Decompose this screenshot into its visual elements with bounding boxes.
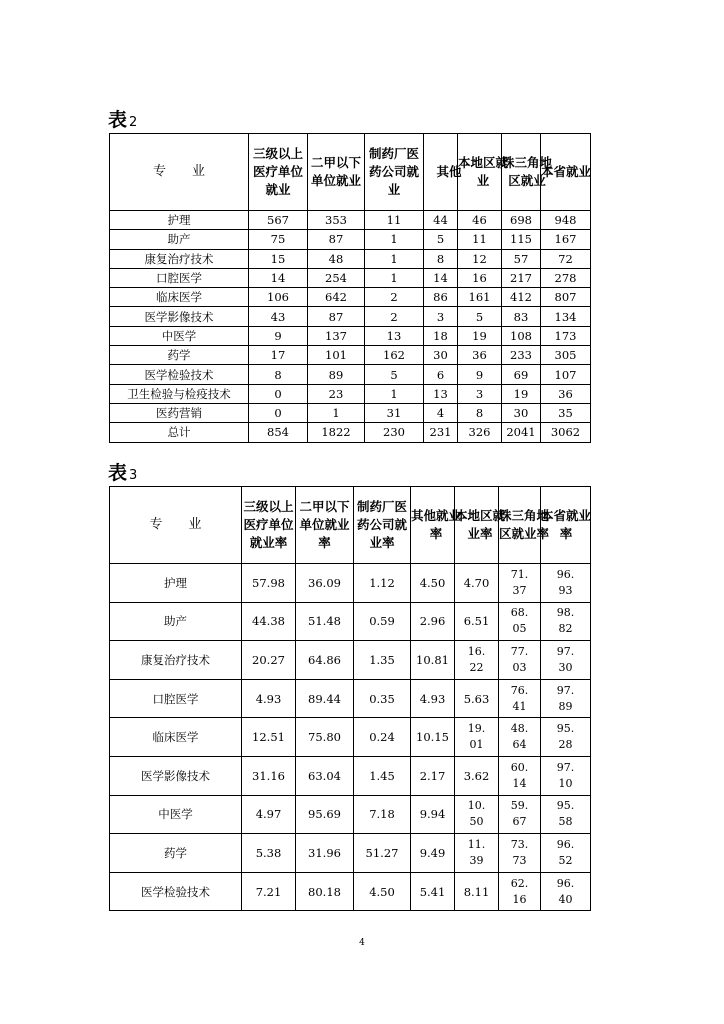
table2-caption: 表 2 bbox=[108, 109, 138, 131]
value-cell: 161 bbox=[458, 288, 502, 307]
value-cell: 9.49 bbox=[411, 834, 455, 873]
value-cell: 75 bbox=[249, 230, 308, 249]
value-cell bbox=[455, 641, 499, 680]
value-cell: 5.38 bbox=[242, 834, 296, 873]
value-cell: 101 bbox=[308, 346, 365, 365]
value-cell bbox=[541, 795, 591, 834]
table2-header-cell bbox=[424, 134, 462, 211]
row-label-cell: 助产 bbox=[110, 602, 242, 641]
header-text: 本省就业 bbox=[541, 164, 592, 179]
value-cell: 10.15 bbox=[411, 718, 455, 757]
value-cell: 5 bbox=[365, 365, 424, 384]
value-text: 97.10 bbox=[556, 760, 575, 790]
table-row bbox=[110, 718, 591, 757]
value-cell: 4.97 bbox=[242, 795, 296, 834]
table-row bbox=[110, 834, 591, 873]
value-cell: 48 bbox=[308, 249, 365, 268]
value-cell: 44 bbox=[424, 211, 458, 230]
value-cell: 12 bbox=[458, 249, 502, 268]
table-row bbox=[110, 602, 591, 641]
value-cell: 412 bbox=[502, 288, 541, 307]
value-cell: 9 bbox=[249, 326, 308, 345]
row-label-cell: 医学影像技术 bbox=[110, 307, 249, 326]
value-cell: 7.18 bbox=[354, 795, 411, 834]
value-cell: 5.41 bbox=[411, 872, 455, 911]
value-cell: 64.86 bbox=[296, 641, 354, 680]
value-text: 16.22 bbox=[467, 644, 486, 674]
value-cell bbox=[541, 718, 591, 757]
value-cell bbox=[541, 756, 591, 795]
header-text: 其他 bbox=[436, 164, 462, 179]
value-cell: 13 bbox=[424, 384, 458, 403]
value-cell: 567 bbox=[249, 211, 308, 230]
value-cell: 167 bbox=[541, 230, 591, 249]
value-cell bbox=[541, 641, 591, 680]
table3-header-cell bbox=[296, 487, 354, 564]
value-cell: 353 bbox=[308, 211, 365, 230]
header-text: 制药厂医药公司就业 bbox=[369, 146, 420, 197]
table-row bbox=[110, 384, 591, 403]
value-cell: 1 bbox=[365, 384, 424, 403]
table2-header-cell bbox=[365, 134, 424, 211]
table3-header-row bbox=[110, 487, 591, 564]
value-cell: 11 bbox=[365, 211, 424, 230]
value-text: 98.82 bbox=[556, 606, 575, 636]
value-cell bbox=[499, 834, 541, 873]
value-cell: 106 bbox=[249, 288, 308, 307]
value-cell bbox=[499, 718, 541, 757]
value-cell: 30 bbox=[502, 403, 541, 422]
value-cell: 23 bbox=[308, 384, 365, 403]
value-cell: 30 bbox=[424, 346, 458, 365]
header-text: 其他就业率 bbox=[411, 508, 462, 541]
value-cell bbox=[455, 718, 499, 757]
table2 bbox=[109, 133, 591, 443]
value-cell: 69 bbox=[502, 365, 541, 384]
value-text: 96.93 bbox=[556, 567, 575, 597]
value-text: 77.03 bbox=[510, 644, 529, 674]
value-cell bbox=[499, 872, 541, 911]
table3-header-cell bbox=[541, 487, 591, 564]
table-row bbox=[110, 872, 591, 911]
value-cell: 4.93 bbox=[411, 679, 455, 718]
table-row bbox=[110, 641, 591, 680]
value-cell: 254 bbox=[308, 268, 365, 287]
value-cell: 1.45 bbox=[354, 756, 411, 795]
page-number: 4 bbox=[359, 938, 365, 948]
header-text: 三级以上医疗单位就业 bbox=[253, 146, 304, 197]
value-cell: 9.94 bbox=[411, 795, 455, 834]
value-cell: 0.35 bbox=[354, 679, 411, 718]
value-cell bbox=[499, 679, 541, 718]
value-cell bbox=[541, 872, 591, 911]
value-cell: 3 bbox=[424, 307, 458, 326]
value-cell: 1 bbox=[365, 268, 424, 287]
row-label-cell: 药学 bbox=[110, 834, 242, 873]
value-cell: 231 bbox=[424, 423, 458, 442]
value-cell: 948 bbox=[541, 211, 591, 230]
value-text: 95.28 bbox=[556, 722, 575, 752]
row-label-cell: 医药营销 bbox=[110, 403, 249, 422]
row-label-cell: 护理 bbox=[110, 211, 249, 230]
header-text: 制药厂医药公司就业率 bbox=[357, 499, 408, 550]
value-cell bbox=[455, 795, 499, 834]
value-cell bbox=[455, 834, 499, 873]
value-cell: 72 bbox=[541, 249, 591, 268]
value-cell: 2 bbox=[365, 307, 424, 326]
value-cell: 233 bbox=[502, 346, 541, 365]
value-cell: 51.48 bbox=[296, 602, 354, 641]
row-label-cell: 中医学 bbox=[110, 795, 242, 834]
value-cell: 87 bbox=[308, 230, 365, 249]
table3-header-cell: 专 业 bbox=[110, 487, 242, 564]
value-cell: 1 bbox=[365, 230, 424, 249]
table3-header-cell bbox=[455, 487, 506, 564]
value-cell: 5 bbox=[424, 230, 458, 249]
header-text: 二甲以下单位就业 bbox=[311, 155, 362, 188]
header-text: 二甲以下单位就业率 bbox=[299, 499, 350, 550]
value-cell: 31.96 bbox=[296, 834, 354, 873]
value-cell bbox=[499, 641, 541, 680]
value-cell: 2 bbox=[365, 288, 424, 307]
row-label-cell: 药学 bbox=[110, 346, 249, 365]
value-cell: 36.09 bbox=[296, 564, 354, 603]
value-cell bbox=[541, 679, 591, 718]
value-cell: 35 bbox=[541, 403, 591, 422]
value-cell: 14 bbox=[424, 268, 458, 287]
table-row bbox=[110, 326, 591, 345]
header-text: 珠三角地区就业率 bbox=[499, 508, 550, 541]
value-cell: 0.24 bbox=[354, 718, 411, 757]
table-row bbox=[110, 756, 591, 795]
table3-caption: 表 3 bbox=[108, 462, 138, 484]
value-cell: 19 bbox=[458, 326, 502, 345]
table-row bbox=[110, 795, 591, 834]
value-cell: 278 bbox=[541, 268, 591, 287]
table2-header-cell bbox=[249, 134, 308, 211]
table-row bbox=[110, 211, 591, 230]
value-cell: 1.12 bbox=[354, 564, 411, 603]
value-cell: 5 bbox=[458, 307, 502, 326]
header-text: 本省就业率 bbox=[541, 508, 592, 541]
value-text: 60.14 bbox=[510, 760, 529, 790]
value-cell: 2041 bbox=[502, 423, 541, 442]
value-cell: 0 bbox=[249, 403, 308, 422]
row-label-cell: 康复治疗技术 bbox=[110, 249, 249, 268]
value-cell: 6.51 bbox=[455, 602, 499, 641]
value-text: 97.89 bbox=[556, 683, 575, 713]
table2-header-row bbox=[110, 134, 591, 211]
value-cell bbox=[499, 756, 541, 795]
value-cell: 3 bbox=[458, 384, 502, 403]
value-cell: 6 bbox=[424, 365, 458, 384]
value-cell: 36 bbox=[458, 346, 502, 365]
table2-header-cell: 专 业 bbox=[110, 134, 249, 211]
value-text: 76.41 bbox=[510, 683, 529, 713]
value-cell: 230 bbox=[365, 423, 424, 442]
value-cell: 43 bbox=[249, 307, 308, 326]
value-cell: 18 bbox=[424, 326, 458, 345]
row-label-cell: 口腔医学 bbox=[110, 679, 242, 718]
value-cell: 5.63 bbox=[455, 679, 499, 718]
table-row bbox=[110, 288, 591, 307]
value-cell: 89 bbox=[308, 365, 365, 384]
value-cell bbox=[541, 564, 591, 603]
value-cell: 162 bbox=[365, 346, 424, 365]
value-cell: 2.96 bbox=[411, 602, 455, 641]
value-cell: 12.51 bbox=[242, 718, 296, 757]
header-text: 三级以上医疗单位就业率 bbox=[243, 499, 294, 550]
value-cell: 17 bbox=[249, 346, 308, 365]
value-cell: 8 bbox=[249, 365, 308, 384]
value-text: 73.73 bbox=[510, 837, 529, 867]
value-cell bbox=[541, 602, 591, 641]
value-text: 48.64 bbox=[510, 722, 529, 752]
value-cell: 44.38 bbox=[242, 602, 296, 641]
value-cell: 10.81 bbox=[411, 641, 455, 680]
row-label-cell: 护理 bbox=[110, 564, 242, 603]
value-cell: 87 bbox=[308, 307, 365, 326]
value-cell: 57.98 bbox=[242, 564, 296, 603]
value-cell: 137 bbox=[308, 326, 365, 345]
value-cell: 698 bbox=[502, 211, 541, 230]
table-row bbox=[110, 679, 591, 718]
table-row bbox=[110, 403, 591, 422]
value-cell: 83 bbox=[502, 307, 541, 326]
value-cell bbox=[541, 834, 591, 873]
value-text: 68.05 bbox=[510, 606, 529, 636]
table3-header-cell bbox=[242, 487, 296, 564]
value-cell: 108 bbox=[502, 326, 541, 345]
row-label-cell: 中医学 bbox=[110, 326, 249, 345]
value-cell: 31 bbox=[365, 403, 424, 422]
header-text: 珠三角地区就业 bbox=[502, 155, 553, 188]
value-cell: 8.11 bbox=[455, 872, 499, 911]
value-cell: 46 bbox=[458, 211, 502, 230]
row-label-cell: 总计 bbox=[110, 423, 249, 442]
value-cell: 115 bbox=[502, 230, 541, 249]
value-cell: 807 bbox=[541, 288, 591, 307]
value-text: 19.01 bbox=[467, 722, 486, 752]
value-cell: 0.59 bbox=[354, 602, 411, 641]
value-text: 62.16 bbox=[510, 876, 529, 906]
value-cell: 4 bbox=[424, 403, 458, 422]
header-text: 本地区就业 bbox=[458, 155, 509, 188]
value-cell: 80.18 bbox=[296, 872, 354, 911]
value-cell: 8 bbox=[424, 249, 458, 268]
table2-header-cell bbox=[541, 134, 591, 211]
table-row bbox=[110, 423, 591, 442]
value-cell: 19 bbox=[502, 384, 541, 403]
value-cell: 57 bbox=[502, 249, 541, 268]
value-cell: 4.93 bbox=[242, 679, 296, 718]
header-text: 本地区就业率 bbox=[455, 508, 506, 541]
value-text: 97.30 bbox=[556, 644, 575, 674]
table-row bbox=[110, 268, 591, 287]
row-label-cell: 卫生检验与检疫技术 bbox=[110, 384, 249, 403]
value-text: 96.52 bbox=[556, 837, 575, 867]
value-cell: 3.62 bbox=[455, 756, 499, 795]
value-cell: 217 bbox=[502, 268, 541, 287]
value-cell: 1 bbox=[365, 249, 424, 268]
row-label-cell: 医学检验技术 bbox=[110, 365, 249, 384]
value-cell: 7.21 bbox=[242, 872, 296, 911]
table2-header-cell bbox=[502, 134, 553, 211]
value-cell: 854 bbox=[249, 423, 308, 442]
value-cell: 1822 bbox=[308, 423, 365, 442]
value-cell: 15 bbox=[249, 249, 308, 268]
value-cell: 642 bbox=[308, 288, 365, 307]
value-cell: 16 bbox=[458, 268, 502, 287]
value-cell: 1 bbox=[308, 403, 365, 422]
table-row bbox=[110, 564, 591, 603]
value-cell: 1.35 bbox=[354, 641, 411, 680]
value-cell: 95.69 bbox=[296, 795, 354, 834]
value-cell: 134 bbox=[541, 307, 591, 326]
value-cell: 107 bbox=[541, 365, 591, 384]
value-cell bbox=[499, 602, 541, 641]
value-text: 71.37 bbox=[510, 567, 529, 597]
table3-header-cell bbox=[499, 487, 550, 564]
value-cell: 14 bbox=[249, 268, 308, 287]
row-label-cell: 医学检验技术 bbox=[110, 872, 242, 911]
table3 bbox=[109, 486, 591, 911]
value-cell bbox=[499, 795, 541, 834]
value-cell: 51.27 bbox=[354, 834, 411, 873]
value-text: 59.67 bbox=[510, 799, 529, 829]
value-cell: 31.16 bbox=[242, 756, 296, 795]
value-cell: 3062 bbox=[541, 423, 591, 442]
value-cell: 13 bbox=[365, 326, 424, 345]
value-cell: 4.50 bbox=[354, 872, 411, 911]
value-cell: 86 bbox=[424, 288, 458, 307]
table-row bbox=[110, 249, 591, 268]
value-cell: 4.50 bbox=[411, 564, 455, 603]
row-label-cell: 医学影像技术 bbox=[110, 756, 242, 795]
value-cell: 0 bbox=[249, 384, 308, 403]
value-cell: 2.17 bbox=[411, 756, 455, 795]
row-label-cell: 助产 bbox=[110, 230, 249, 249]
value-cell: 75.80 bbox=[296, 718, 354, 757]
value-cell: 9 bbox=[458, 365, 502, 384]
table2-header-cell bbox=[308, 134, 365, 211]
value-cell: 305 bbox=[541, 346, 591, 365]
table3-header-cell bbox=[354, 487, 411, 564]
value-cell: 63.04 bbox=[296, 756, 354, 795]
value-text: 10.50 bbox=[467, 799, 486, 829]
value-cell: 89.44 bbox=[296, 679, 354, 718]
value-cell: 20.27 bbox=[242, 641, 296, 680]
table2-header-cell bbox=[458, 134, 509, 211]
value-text: 96.40 bbox=[556, 876, 575, 906]
value-cell bbox=[499, 564, 541, 603]
value-text: 11.39 bbox=[467, 837, 486, 867]
table-row bbox=[110, 346, 591, 365]
table-row bbox=[110, 230, 591, 249]
value-cell: 173 bbox=[541, 326, 591, 345]
row-label-cell: 临床医学 bbox=[110, 718, 242, 757]
value-cell: 36 bbox=[541, 384, 591, 403]
table-row bbox=[110, 307, 591, 326]
row-label-cell: 口腔医学 bbox=[110, 268, 249, 287]
row-label-cell: 康复治疗技术 bbox=[110, 641, 242, 680]
value-cell: 4.70 bbox=[455, 564, 499, 603]
value-cell: 11 bbox=[458, 230, 502, 249]
table3-header-cell bbox=[411, 487, 462, 564]
value-cell: 326 bbox=[458, 423, 502, 442]
value-cell: 8 bbox=[458, 403, 502, 422]
table-row bbox=[110, 365, 591, 384]
row-label-cell: 临床医学 bbox=[110, 288, 249, 307]
value-text: 95.58 bbox=[556, 799, 575, 829]
